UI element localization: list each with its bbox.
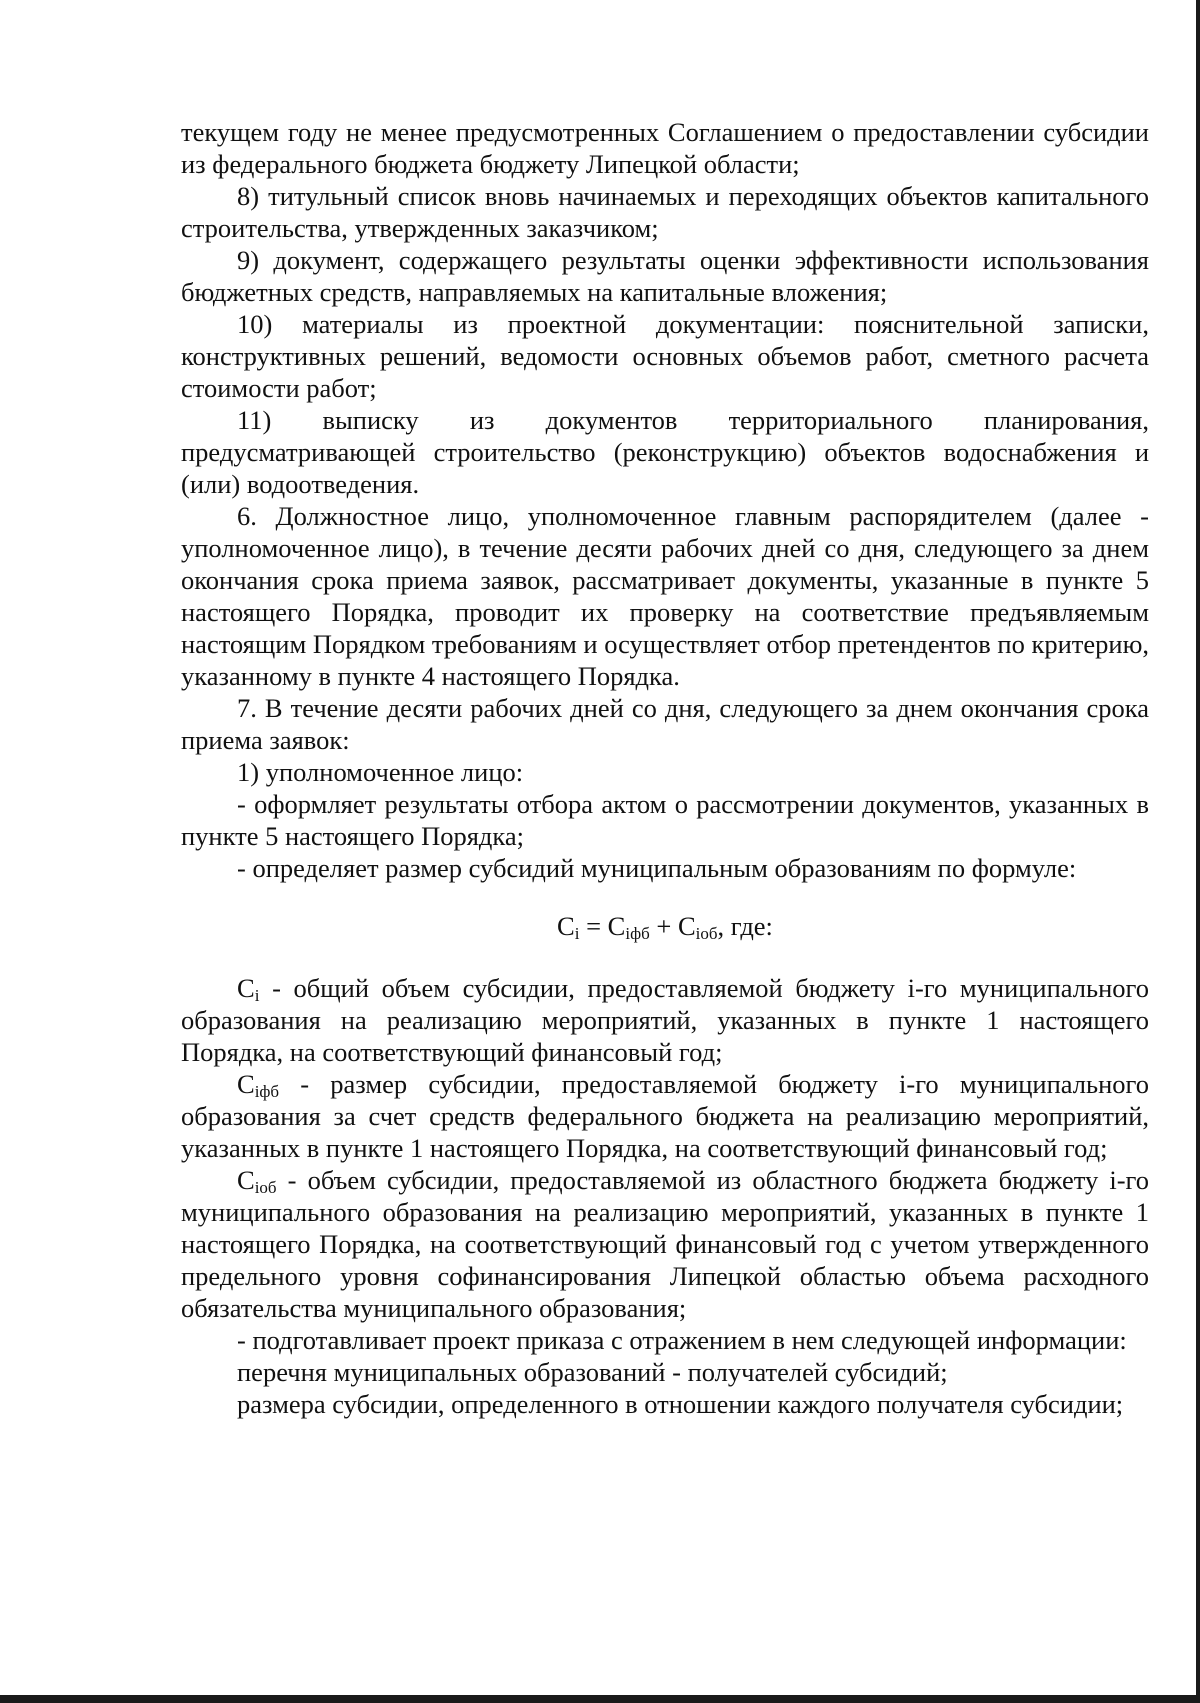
definition-cifb	[181, 1068, 1149, 1164]
paragraph-prepares-order: - подготавливает проект приказа с отражением в нем следующей информации:	[237, 1325, 1127, 1355]
definition-symbol: C	[237, 1165, 255, 1195]
scan-edge-bottom	[0, 1695, 1200, 1703]
paragraph-item-9: 9) документ, содержащего результаты оценки эффективности использования бюджетных средств, направляемых на капитальные вложения;	[181, 245, 1149, 307]
paragraph-continuation: текущем году не менее предусмотренных Соглашением о предоставлении субсидии из федерального бюджета бюджету Липецкой области;	[181, 117, 1149, 179]
formula-term2-sub: iоб	[695, 924, 718, 943]
document-page	[181, 116, 1149, 1420]
definition-symbol: C	[237, 973, 255, 1003]
scan-edge-right	[1196, 0, 1200, 1703]
definition-text: - размер субсидии, предоставляемой бюджету i-го муниципального образования за счет средств федерального бюджета на реализацию мероприятий, указанных в пункте 1 настоящего Порядка, на соответствующий финансовый год;	[181, 1069, 1149, 1163]
definition-symbol-sub: i	[254, 986, 260, 1005]
subsidy-formula	[181, 910, 1149, 942]
definition-text: - общий объем субсидии, предоставляемой бюджету i-го муниципального образования на реализацию мероприятий, указанных в пункте 1 настоящего Порядка, на соответствующий финансовый год;	[181, 973, 1149, 1067]
definition-ci	[181, 972, 1149, 1068]
paragraph-subsidy-amount: размера субсидии, определенного в отношении каждого получателя субсидии;	[237, 1389, 1124, 1419]
paragraph-authorized-person: 1) уполномоченное лицо:	[237, 757, 524, 787]
paragraph-formalizes-results: - оформляет результаты отбора актом о рассмотрении документов, указанных в пункте 5 настоящего Порядка;	[181, 789, 1149, 851]
definition-symbol-sub: iоб	[254, 1178, 277, 1197]
definition-symbol-sub: iфб	[254, 1082, 280, 1101]
paragraph-section-6: 6. Должностное лицо, уполномоченное главным распорядителем (далее - уполномоченное лицо), в течение десяти рабочих дней со дня, следующего за днем окончания срока приема заявок, рассматривает документы, указанные в пункте 5 настоящего Порядка, проводит их проверку на соответствие предъявляемым настоящим Порядком требованиям и осуществляет отбор претендентов по критерию, указанному в пункте 4 настоящего Порядка.	[181, 501, 1149, 691]
paragraph-determines-size: - определяет размер субсидий муниципальным образованиям по формуле:	[237, 853, 1077, 883]
paragraph-item-11: 11) выписку из документов территориального планирования, предусматривающей строительство (реконструкцию) объектов водоснабжения и (или) водоотведения.	[181, 405, 1149, 499]
paragraph-list-recipients: перечня муниципальных образований - получателей субсидий;	[237, 1357, 948, 1387]
definition-text: - объем субсидии, предоставляемой из областного бюджета бюджету i-го муниципального образования на реализацию мероприятий, указанных в пункте 1 настоящего Порядка, на соответствующий финансовый год с учетом утвержденного предельного уровня софинансирования Липецкой областью объема расходного обязательства муниципального образования;	[181, 1165, 1149, 1323]
formula-tail: , где:	[717, 911, 773, 941]
paragraph-section-7: 7. В течение десяти рабочих дней со дня, следующего за днем окончания срока приема заявок:	[181, 693, 1149, 755]
formula-lhs: C	[557, 911, 575, 941]
paragraph-item-10: 10) материалы из проектной документации: пояснительной записки, конструктивных решений, ведомости основных объемов работ, сметного расчета стоимости работ;	[181, 309, 1149, 403]
formula-term1: C	[607, 911, 626, 941]
definition-ciob	[181, 1164, 1149, 1324]
paragraph-item-8: 8) титульный список вновь начинаемых и переходящих объектов капитального строительства, утвержденных заказчиком;	[181, 181, 1149, 243]
formula-plus: +	[649, 911, 678, 941]
formula-lhs-sub: i	[574, 924, 580, 943]
definition-symbol: C	[237, 1069, 255, 1099]
formula-term1-sub: iфб	[625, 924, 650, 943]
formula-eq: =	[579, 911, 608, 941]
formula-term2: C	[677, 911, 696, 941]
